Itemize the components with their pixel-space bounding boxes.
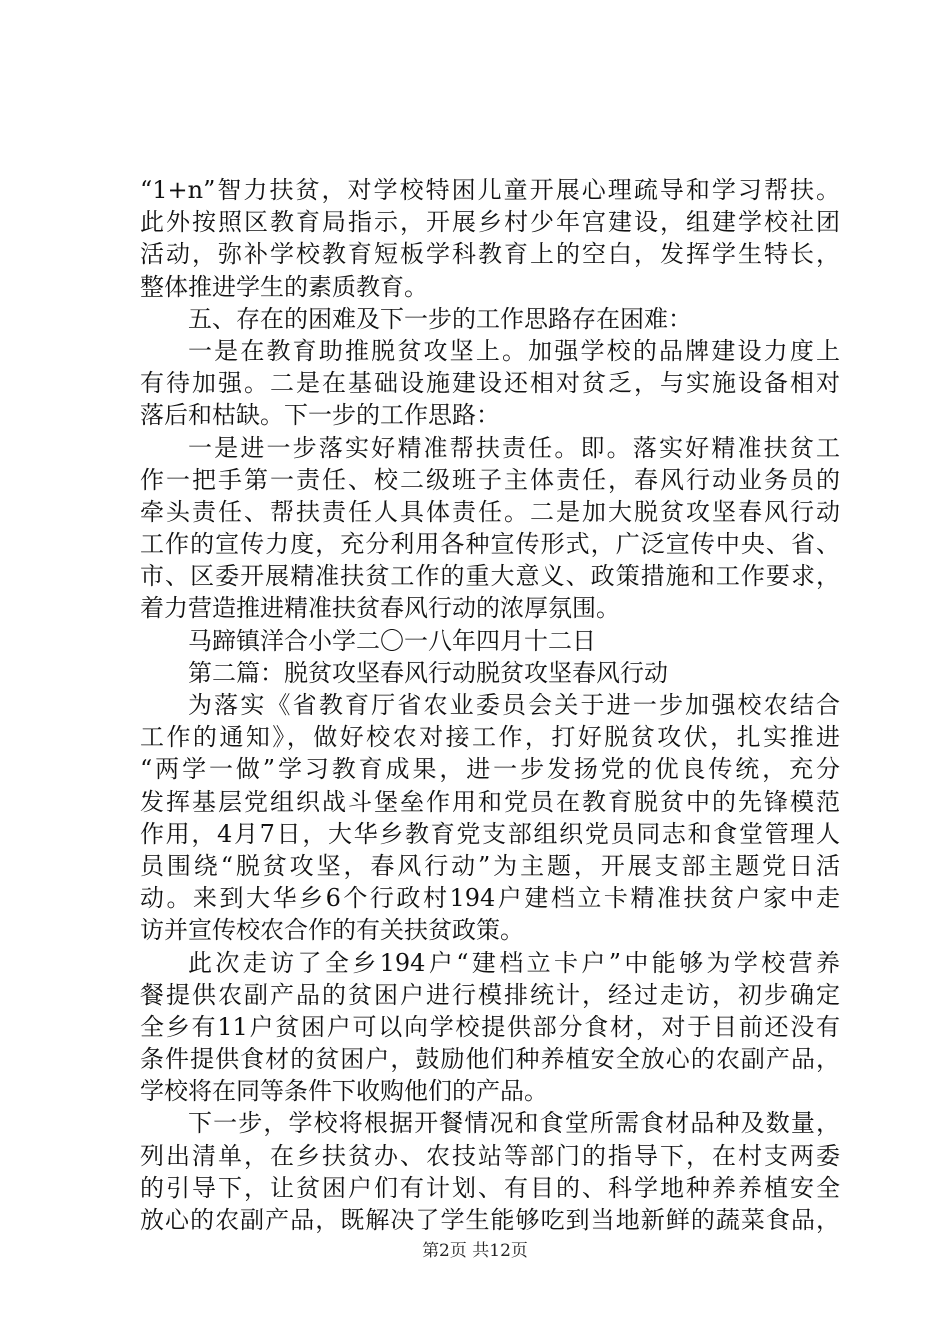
text-line: 为落实《省教育厅省农业委员会关于进一步加强校农结合 [188, 691, 840, 719]
text-line: 此次走访了全乡194户“建档立卡户”中能够为学校营养 [188, 948, 840, 977]
text-line: 有待加强。二是在基础设施建设还相对贫乏，与实施设备相对 [140, 369, 840, 398]
text-line: 学校将在同等条件下收购他们的产品。 [140, 1077, 548, 1106]
text-line: 动。来到大华乡6个行政村194户建档立卡精准扶贫户家中走 [140, 884, 840, 913]
text-line: 着力营造推进精准扶贫春风行动的浓厚氛围。 [140, 594, 620, 623]
text-line: 的引导下，让贫困户们有计划、有目的、科学地种养养植安全 [140, 1173, 840, 1202]
text-line: 列出清单，在乡扶贫办、农技站等部门的指导下，在村支两委 [140, 1141, 840, 1170]
text-line: 条件提供食材的贫困户，鼓励他们种养植安全放心的农副产品， [140, 1045, 840, 1074]
text-line: 活动，弥补学校教育短板学科教育上的空白，发挥学生特长， [140, 240, 840, 269]
text-line: 餐提供农副产品的贫困户进行模排统计，经过走访，初步确定 [140, 980, 840, 1009]
text-line: 市、区委开展精准扶贫工作的重大意义、政策措施和工作要求， [140, 562, 840, 591]
text-line: 整体推进学生的素质教育。 [140, 272, 428, 301]
text-line: 发挥基层党组织战斗堡垒作用和党员在教育脱贫中的先锋模范 [140, 787, 840, 816]
text-line: 作用，4月7日，大华乡教育党支部组织党员同志和食堂管理人 [140, 819, 840, 848]
chapter-heading: 第二篇：脱贫攻坚春风行动脱贫攻坚春风行动 [188, 658, 668, 687]
text-line: 牵头责任、帮扶责任人具体责任。二是加大脱贫攻坚春风行动 [140, 497, 840, 526]
text-line: 此外按照区教育局指示，开展乡村少年宫建设，组建学校社团 [140, 208, 840, 237]
text-line: 工作的宣传力度，充分利用各种宣传形式，广泛宣传中央、省、 [140, 530, 840, 559]
document-body [140, 174, 840, 1236]
text-line: 一是进一步落实好精准帮扶责任。即。落实好精准扶贫工 [188, 433, 840, 462]
text-line: 作一把手第一责任、校二级班子主体责任，春风行动业务员的 [140, 465, 840, 494]
signature-line: 马蹄镇洋合小学二〇一八年四月十二日 [188, 626, 596, 655]
text-line: 一是在教育助推脱贫攻坚上。加强学校的品牌建设力度上 [188, 336, 840, 365]
text-line: 工作的通知》，做好校农对接工作，打好脱贫攻伏，扎实推进 [140, 723, 840, 752]
text-line: 访并宣传校农合作的有关扶贫政策。 [140, 916, 524, 945]
text-line: “1+n”智力扶贫，对学校特困儿童开展心理疏导和学习帮扶。 [140, 176, 840, 204]
page-number-footer: 第2页 共12页 [422, 1241, 528, 1261]
text-line: 全乡有11户贫困户可以向学校提供部分食材，对于目前还没有 [140, 1012, 840, 1041]
section-heading: 五、存在的困难及下一步的工作思路存在困难： [188, 304, 692, 333]
text-line: 下一步，学校将根据开餐情况和食堂所需食材品种及数量， [188, 1109, 840, 1138]
text-line: 员围绕“脱贫攻坚，春风行动”为主题，开展支部主题党日活 [140, 851, 840, 880]
text-line: “两学一做”学习教育成果，进一步发扬党的优良传统，充分 [140, 755, 840, 784]
text-line: 落后和枯缺。下一步的工作思路： [140, 401, 500, 430]
text-line: 放心的农副产品，既解决了学生能够吃到当地新鲜的蔬菜食品， [140, 1206, 840, 1234]
